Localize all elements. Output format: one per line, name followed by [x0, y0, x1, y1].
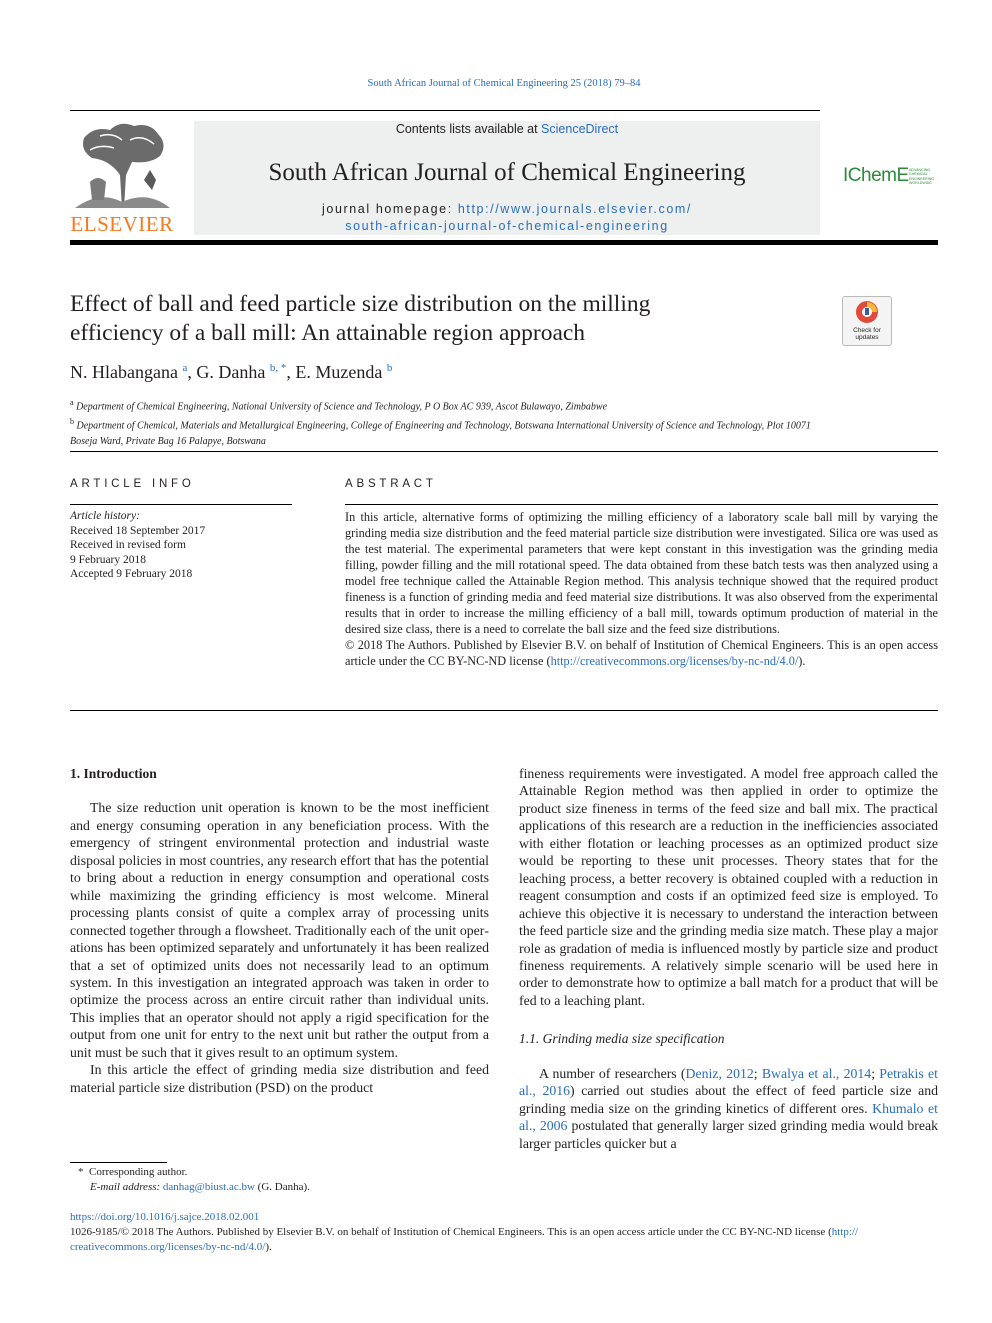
history-item: Received in revised form [70, 539, 186, 552]
masthead-rule [70, 240, 938, 245]
abstract-body [345, 509, 938, 669]
footnote-rule [70, 1162, 167, 1163]
journal-title: South African Journal of Chemical Engineering [268, 159, 746, 186]
author[interactable]: G. Danha $^{b, *}$ [196, 362, 287, 382]
history-item: Accepted 9 February 2018 [70, 568, 193, 581]
author-list: N. Hlabangana $^a$, G. Danha $^{b, *}$, E. Muzenda $^b$ [70, 362, 393, 382]
article-history [70, 509, 292, 582]
abstract-heading: ABSTRACT [345, 478, 437, 490]
check-updates-label: Check for updates [853, 327, 881, 341]
abstract-end-rule [70, 710, 938, 711]
footer-license-link[interactable]: http:// [831, 1226, 859, 1238]
title-line-2: efficiency of a ball mill: An attainable region approach [70, 320, 586, 346]
reference-link[interactable]: Petrakis et al., 2016 [519, 1065, 938, 1099]
author[interactable]: E. Muzenda $^b$ [295, 362, 393, 382]
journal-masthead [194, 121, 820, 235]
subsection-heading: 1.1. Grinding media size specification [519, 1031, 725, 1047]
right-column [519, 765, 938, 1152]
homepage-label: journal homepage: [322, 202, 458, 216]
abstract-text: In this article, alternative forms of optimizing the milling efficiency of a laboratory scale ball mill by varying the grinding media size distribution and the feed material particle size distribution were investigated. Silica ore was used as the test material. The experimental parameters that were kept constant in this investigation was the grinding media filling, powder filling and the mill rotational speed. The data obtained from these batch tests was then analyzed using a model free technique called the Attainable Region method. This analysis technique showed that the required product fineness is a function of grinding media and feed material size distributions. It was also observed from the experimental results that in order to increase the milling efficiency of a ball mill, towards optimum production of material in the desired size class, there is a need to correlate the ball size and the feed size distributions. [345, 510, 938, 636]
icheme-logo [843, 165, 939, 189]
affiliation-b: $^b$ Department of Chemical, Materials and Metallurgical Engineering, College of Engineering and Technology, Botswana International University of Science and Technology, Plot 10071 Boseja Ward, Private Bag 16 Palapye, Botswana [70, 417, 811, 447]
history-item: 9 February 2018 [70, 553, 147, 566]
left-column [70, 765, 489, 1096]
check-for-updates-button[interactable] [842, 296, 892, 346]
journal-homepage [194, 201, 820, 235]
history-item: Received 18 September 2017 [70, 524, 206, 537]
footer-license-link-cont[interactable]: creativecommons.org/licenses/by-nc-nd/4.0/ [70, 1241, 266, 1253]
icheme-tagline: ADVANCING CHEMICAL ENGINEERING WORLDWIDE [909, 168, 935, 186]
section-heading-introduction: 1. Introduction [70, 766, 157, 781]
reference-link[interactable]: Deniz, 2012 [685, 1065, 754, 1081]
abstract-rule [345, 504, 938, 505]
affiliations [70, 395, 940, 449]
sciencedirect-link[interactable]: ScienceDirect [541, 122, 619, 136]
email-link[interactable]: danhag@biust.ac.bw [162, 1181, 255, 1193]
affiliation-a: $^a$ Department of Chemical Engineering, National University of Science and Technology, P O Box AC 939, Ascot Bulawayo, Zimbabwe [70, 398, 608, 413]
author[interactable]: N. Hlabangana $^a$ [70, 362, 188, 382]
icheme-wordmark: IChemE [843, 165, 909, 186]
title-line-1: Effect of ball and feed particle size distribution on the milling [70, 291, 651, 317]
paragraph: A number of researchers (Deniz, 2012; Bwalya et al., 2014; Petrakis et al., 2016) carried out studies about the effect of feed particle size and grinding media size on the grinding kinetics of different ores. Khumalo et al., 2006 postulated that generally larger sized grinding media would break larger particles quicker but a [519, 1065, 938, 1151]
license-link[interactable]: http://creativecommons.org/licenses/by-nc-nd/4.0/ [550, 654, 799, 668]
article-info-heading: ARTICLE INFO [70, 478, 195, 490]
section-rule [70, 451, 938, 452]
abstract-copyright: © 2018 The Authors. Published by Elsevier B.V. on behalf of Institution of Chemical Engineers. This is an open access article under the CC BY-NC-ND license (http://creativecommons.org/licenses/by-nc-nd/4.0/). [345, 638, 938, 668]
paragraph: In this article the effect of grinding media size distribution and feed material particle size distribution (PSD) on the product [70, 1062, 489, 1095]
contents-prefix: Contents lists available at [395, 122, 542, 136]
paragraph: The size reduction unit operation is known to be the most inefficient and energy consuming operation in any beneficiation process. With the emergency of stringent environmental protection and industrial waste disposal policies in most countries, any research effort that has the potential to bring about a reduction in energy consumption and operational costs while maximizing the grinding efficiency is most welcome. Mineral processing plants consist of quite a complex array of processing units connected together through a flowsheet. Traditionally each of the unit operations has been optimized separately and unfortunately it has been realized that a set of optimized units does not necessarily lead to an optimum system. In this investigation an integrated approach was taken in order to optimize the process across an entire circuit rather than individual units. This implies that an operator should not apply a rigid specification for the output from one unit for entry to the next unit but rather the output from a unit must be such that it gives result to an optimum system. [70, 800, 489, 1060]
homepage-url-line1[interactable]: http://www.journals.elsevier.com/ [457, 202, 692, 216]
corresponding-author-note: * Corresponding author. E-mail address: danhag@biust.ac.bw (G. Danha). [78, 1166, 310, 1193]
homepage-url-line2[interactable]: south-african-journal-of-chemical-engineering [345, 219, 669, 233]
reference-link[interactable]: Khumalo et al., 2006 [519, 1100, 938, 1134]
publisher-wordmark: ELSEVIER [70, 212, 174, 236]
paragraph: fineness requirements were investigated. A model free approach called the Attainable Region method was then applied in order to optimize the product size fineness in terms of the feed size and ball mix. The practical applications of this research are a reduction in the inefficiencies associated with either flotation or leaching processes as an optimized product size would be reporting to these unit processes. Theory states that for the leaching process, a better recovery is obtained coupled with a reduction in reagent consumption and costs if an optimized feed size is employed. To achieve this objective it is necessary to understand the interaction between the feed particle size and the grinding media size match. These play a major role as gradation of media is influenced mostly by particle size and product fineness requirements. A relatively simple scenario will be used here in order to demonstrate how to optimize a ball match for a product that will be fed to a leaching plant. [519, 766, 938, 1008]
journal-citation[interactable]: South African Journal of Chemical Engineering 25 (2018) 79–84 [367, 78, 641, 89]
history-label: Article history: [70, 510, 140, 522]
article-info-rule [70, 504, 292, 505]
article-title [70, 290, 810, 348]
contents-line [194, 122, 820, 136]
page-footer: https://doi.org/10.1016/j.sajce.2018.02.001 1026-9185/© 2018 The Authors. Published by Elsevier B.V. on behalf of Institution of Chemical Engineers. This is an open access article under the CC BY-NC-ND license (http:// creativecommons.org/licenses/by-nc-nd/4.0/). [70, 1211, 859, 1253]
doi-link[interactable]: https://doi.org/10.1016/j.sajce.2018.02.001 [70, 1211, 260, 1223]
header-rule [70, 110, 820, 111]
reference-link[interactable]: Bwalya et al., 2014 [761, 1065, 872, 1081]
check-updates-icon [843, 297, 891, 327]
